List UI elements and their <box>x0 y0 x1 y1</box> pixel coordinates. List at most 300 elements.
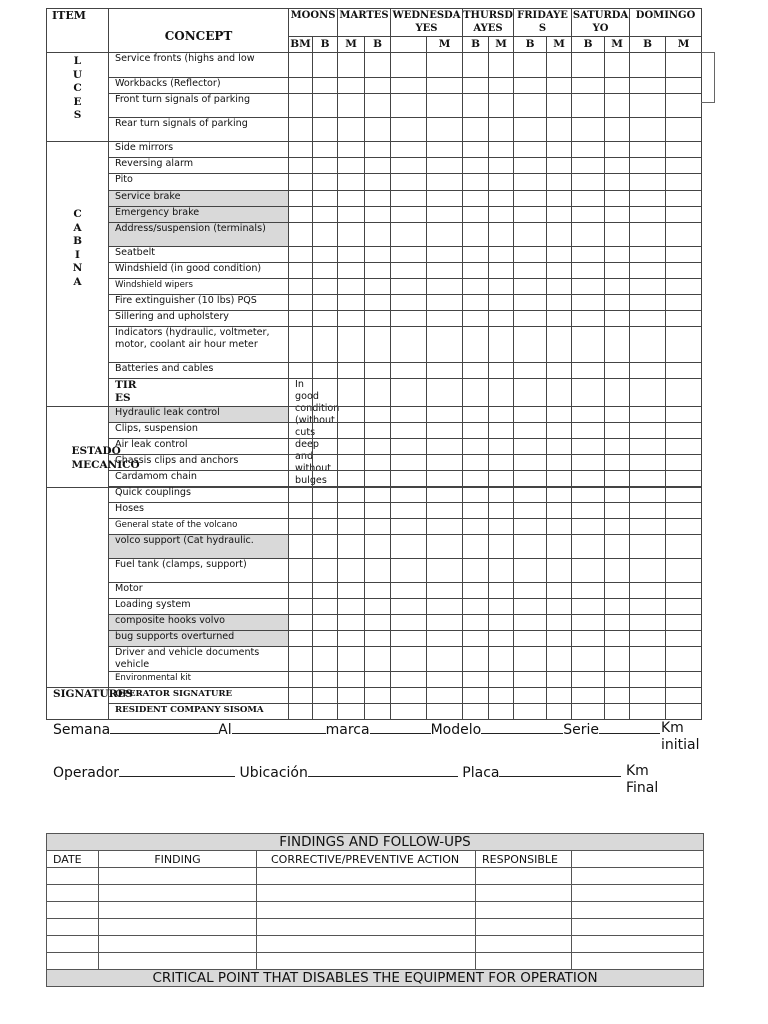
check-cell[interactable] <box>338 455 365 471</box>
check-cell[interactable] <box>427 439 463 455</box>
findings-cell[interactable] <box>476 902 572 919</box>
check-cell[interactable] <box>365 647 391 672</box>
check-cell[interactable] <box>365 295 391 311</box>
check-cell[interactable] <box>489 223 514 247</box>
check-cell[interactable] <box>514 327 547 363</box>
check-cell[interactable] <box>489 503 514 519</box>
check-cell[interactable] <box>289 439 313 455</box>
check-cell[interactable] <box>572 647 605 672</box>
check-cell[interactable] <box>514 487 547 503</box>
check-cell[interactable] <box>547 279 572 295</box>
check-cell[interactable] <box>572 118 605 142</box>
check-cell[interactable] <box>514 503 547 519</box>
check-cell[interactable] <box>666 615 702 631</box>
check-cell[interactable] <box>313 118 338 142</box>
check-cell[interactable] <box>514 142 547 158</box>
check-cell[interactable] <box>463 363 489 379</box>
check-cell[interactable] <box>630 439 666 455</box>
check-cell[interactable] <box>572 503 605 519</box>
check-cell[interactable] <box>463 439 489 455</box>
check-cell[interactable] <box>289 559 313 583</box>
check-cell[interactable] <box>289 207 313 223</box>
check-cell[interactable] <box>427 94 463 118</box>
check-cell[interactable] <box>427 407 463 423</box>
check-cell[interactable] <box>489 327 514 363</box>
check-cell[interactable] <box>514 78 547 94</box>
check-cell[interactable] <box>427 423 463 439</box>
check-cell[interactable] <box>289 247 313 263</box>
check-cell[interactable] <box>630 519 666 535</box>
check-cell[interactable] <box>547 295 572 311</box>
check-cell[interactable] <box>365 487 391 503</box>
check-cell[interactable] <box>338 191 365 207</box>
check-cell[interactable] <box>547 647 572 672</box>
check-cell[interactable] <box>666 688 702 704</box>
check-cell[interactable] <box>313 439 338 455</box>
check-cell[interactable] <box>427 535 463 559</box>
findings-cell[interactable] <box>257 885 476 902</box>
check-cell[interactable] <box>666 583 702 599</box>
check-cell[interactable] <box>289 503 313 519</box>
check-cell[interactable] <box>365 503 391 519</box>
check-cell[interactable] <box>605 223 630 247</box>
findings-cell[interactable] <box>572 953 704 970</box>
check-cell[interactable] <box>547 363 572 379</box>
check-cell[interactable] <box>605 191 630 207</box>
check-cell[interactable] <box>391 631 427 647</box>
check-cell[interactable] <box>630 263 666 279</box>
check-cell[interactable] <box>572 519 605 535</box>
check-cell[interactable] <box>489 142 514 158</box>
check-cell[interactable] <box>666 295 702 311</box>
check-cell[interactable] <box>605 207 630 223</box>
check-cell[interactable] <box>572 311 605 327</box>
check-cell[interactable] <box>365 311 391 327</box>
check-cell[interactable] <box>391 471 427 487</box>
check-cell[interactable] <box>630 599 666 615</box>
check-cell[interactable] <box>572 407 605 423</box>
check-cell[interactable] <box>427 247 463 263</box>
check-cell[interactable] <box>514 94 547 118</box>
check-cell[interactable] <box>572 535 605 559</box>
check-cell[interactable] <box>289 631 313 647</box>
check-cell[interactable] <box>630 174 666 191</box>
findings-cell[interactable] <box>99 902 257 919</box>
check-cell[interactable] <box>630 158 666 174</box>
check-cell[interactable] <box>630 455 666 471</box>
check-cell[interactable] <box>313 223 338 247</box>
check-cell[interactable] <box>572 207 605 223</box>
check-cell[interactable] <box>630 647 666 672</box>
findings-cell[interactable] <box>476 953 572 970</box>
check-cell[interactable] <box>365 535 391 559</box>
check-cell[interactable] <box>666 519 702 535</box>
check-cell[interactable] <box>514 191 547 207</box>
check-cell[interactable] <box>547 311 572 327</box>
check-cell[interactable] <box>514 471 547 487</box>
check-cell[interactable] <box>547 672 572 688</box>
check-cell[interactable] <box>365 615 391 631</box>
check-cell[interactable] <box>514 631 547 647</box>
check-cell[interactable] <box>666 439 702 455</box>
findings-cell[interactable] <box>99 885 257 902</box>
check-cell[interactable] <box>605 439 630 455</box>
check-cell[interactable] <box>391 311 427 327</box>
check-cell[interactable] <box>489 311 514 327</box>
check-cell[interactable] <box>338 583 365 599</box>
check-cell[interactable] <box>489 158 514 174</box>
check-cell[interactable] <box>427 263 463 279</box>
check-cell[interactable] <box>514 174 547 191</box>
findings-cell[interactable] <box>572 902 704 919</box>
check-cell[interactable] <box>338 631 365 647</box>
check-cell[interactable] <box>427 327 463 363</box>
check-cell[interactable] <box>666 158 702 174</box>
check-cell[interactable] <box>313 311 338 327</box>
check-cell[interactable] <box>514 263 547 279</box>
check-cell[interactable] <box>313 94 338 118</box>
check-cell[interactable] <box>365 78 391 94</box>
check-cell[interactable] <box>514 295 547 311</box>
check-cell[interactable] <box>463 207 489 223</box>
check-cell[interactable] <box>289 295 313 311</box>
check-cell[interactable] <box>391 327 427 363</box>
check-cell[interactable] <box>391 263 427 279</box>
check-cell[interactable] <box>391 704 427 720</box>
check-cell[interactable] <box>427 53 463 78</box>
check-cell[interactable] <box>605 407 630 423</box>
check-cell[interactable] <box>289 53 313 78</box>
check-cell[interactable] <box>572 471 605 487</box>
check-cell[interactable] <box>572 263 605 279</box>
check-cell[interactable] <box>427 583 463 599</box>
check-cell[interactable] <box>666 191 702 207</box>
check-cell[interactable] <box>547 559 572 583</box>
check-cell[interactable] <box>338 487 365 503</box>
check-cell[interactable] <box>489 94 514 118</box>
check-cell[interactable] <box>365 439 391 455</box>
check-cell[interactable] <box>427 487 463 503</box>
check-cell[interactable] <box>630 295 666 311</box>
check-cell[interactable] <box>289 615 313 631</box>
check-cell[interactable] <box>514 647 547 672</box>
check-cell[interactable] <box>489 535 514 559</box>
check-cell[interactable] <box>630 118 666 142</box>
findings-cell[interactable] <box>257 936 476 953</box>
check-cell[interactable] <box>463 688 489 704</box>
check-cell[interactable] <box>489 455 514 471</box>
check-cell[interactable] <box>365 672 391 688</box>
check-cell[interactable] <box>391 174 427 191</box>
check-cell[interactable] <box>313 688 338 704</box>
check-cell[interactable] <box>572 439 605 455</box>
check-cell[interactable] <box>338 439 365 455</box>
check-cell[interactable] <box>547 487 572 503</box>
check-cell[interactable] <box>514 615 547 631</box>
check-cell[interactable] <box>489 295 514 311</box>
check-cell[interactable] <box>365 559 391 583</box>
check-cell[interactable] <box>630 704 666 720</box>
check-cell[interactable] <box>547 327 572 363</box>
findings-cell[interactable] <box>99 868 257 885</box>
check-cell[interactable] <box>666 142 702 158</box>
check-cell[interactable] <box>547 503 572 519</box>
check-cell[interactable] <box>666 53 702 78</box>
check-cell[interactable] <box>547 439 572 455</box>
check-cell[interactable] <box>630 223 666 247</box>
check-cell[interactable] <box>605 53 630 78</box>
check-cell[interactable] <box>338 407 365 423</box>
check-cell[interactable] <box>391 455 427 471</box>
check-cell[interactable] <box>572 363 605 379</box>
findings-cell[interactable] <box>257 902 476 919</box>
check-cell[interactable] <box>666 207 702 223</box>
check-cell[interactable] <box>514 279 547 295</box>
ubicacion-field[interactable] <box>308 763 458 777</box>
check-cell[interactable] <box>365 174 391 191</box>
check-cell[interactable] <box>547 519 572 535</box>
check-cell[interactable] <box>572 295 605 311</box>
check-cell[interactable] <box>338 295 365 311</box>
check-cell[interactable] <box>427 279 463 295</box>
findings-cell[interactable] <box>257 919 476 936</box>
check-cell[interactable] <box>313 647 338 672</box>
check-cell[interactable] <box>391 647 427 672</box>
check-cell[interactable] <box>391 223 427 247</box>
check-cell[interactable] <box>313 455 338 471</box>
check-cell[interactable] <box>427 207 463 223</box>
check-cell[interactable] <box>463 158 489 174</box>
check-cell[interactable] <box>289 191 313 207</box>
check-cell[interactable] <box>365 279 391 295</box>
check-cell[interactable] <box>572 191 605 207</box>
check-cell[interactable] <box>338 503 365 519</box>
check-cell[interactable] <box>463 704 489 720</box>
check-cell[interactable] <box>427 363 463 379</box>
check-cell[interactable] <box>630 327 666 363</box>
check-cell[interactable] <box>289 142 313 158</box>
check-cell[interactable] <box>313 583 338 599</box>
check-cell[interactable] <box>630 471 666 487</box>
check-cell[interactable] <box>289 583 313 599</box>
check-cell[interactable] <box>666 471 702 487</box>
check-cell[interactable] <box>605 311 630 327</box>
check-cell[interactable] <box>289 363 313 379</box>
check-cell[interactable] <box>338 423 365 439</box>
check-cell[interactable] <box>489 279 514 295</box>
check-cell[interactable] <box>427 118 463 142</box>
check-cell[interactable] <box>427 503 463 519</box>
check-cell[interactable] <box>463 559 489 583</box>
al-field[interactable] <box>232 720 326 734</box>
check-cell[interactable] <box>514 583 547 599</box>
check-cell[interactable] <box>489 599 514 615</box>
check-cell[interactable] <box>630 53 666 78</box>
check-cell[interactable] <box>514 688 547 704</box>
check-cell[interactable] <box>489 631 514 647</box>
check-cell[interactable] <box>547 94 572 118</box>
check-cell[interactable] <box>338 53 365 78</box>
check-cell[interactable] <box>427 191 463 207</box>
check-cell[interactable] <box>605 471 630 487</box>
check-cell[interactable] <box>338 223 365 247</box>
check-cell[interactable] <box>365 519 391 535</box>
check-cell[interactable] <box>605 295 630 311</box>
check-cell[interactable] <box>463 407 489 423</box>
check-cell[interactable] <box>338 311 365 327</box>
check-cell[interactable] <box>489 519 514 535</box>
check-cell[interactable] <box>289 688 313 704</box>
check-cell[interactable] <box>313 519 338 535</box>
check-cell[interactable] <box>463 263 489 279</box>
check-cell[interactable] <box>365 207 391 223</box>
check-cell[interactable] <box>489 471 514 487</box>
check-cell[interactable] <box>463 615 489 631</box>
check-cell[interactable] <box>489 559 514 583</box>
check-cell[interactable] <box>630 78 666 94</box>
check-cell[interactable] <box>391 53 427 78</box>
placa-field[interactable] <box>499 763 621 777</box>
check-cell[interactable] <box>391 295 427 311</box>
check-cell[interactable] <box>313 78 338 94</box>
check-cell[interactable] <box>605 688 630 704</box>
check-cell[interactable] <box>463 311 489 327</box>
check-cell[interactable] <box>572 327 605 363</box>
check-cell[interactable] <box>365 118 391 142</box>
check-cell[interactable] <box>365 158 391 174</box>
check-cell[interactable] <box>547 615 572 631</box>
check-cell[interactable] <box>630 407 666 423</box>
check-cell[interactable] <box>666 247 702 263</box>
check-cell[interactable] <box>391 279 427 295</box>
check-cell[interactable] <box>338 704 365 720</box>
findings-cell[interactable] <box>257 953 476 970</box>
check-cell[interactable] <box>514 158 547 174</box>
check-cell[interactable] <box>605 142 630 158</box>
check-cell[interactable] <box>365 423 391 439</box>
check-cell[interactable] <box>605 583 630 599</box>
check-cell[interactable] <box>391 118 427 142</box>
check-cell[interactable] <box>463 142 489 158</box>
check-cell[interactable] <box>391 363 427 379</box>
check-cell[interactable] <box>289 599 313 615</box>
check-cell[interactable] <box>630 672 666 688</box>
check-cell[interactable] <box>605 535 630 559</box>
check-cell[interactable] <box>514 363 547 379</box>
check-cell[interactable] <box>666 503 702 519</box>
check-cell[interactable] <box>572 583 605 599</box>
check-cell[interactable] <box>289 158 313 174</box>
check-cell[interactable] <box>391 583 427 599</box>
check-cell[interactable] <box>463 174 489 191</box>
check-cell[interactable] <box>463 503 489 519</box>
check-cell[interactable] <box>514 672 547 688</box>
check-cell[interactable] <box>427 647 463 672</box>
check-cell[interactable] <box>547 599 572 615</box>
check-cell[interactable] <box>391 407 427 423</box>
check-cell[interactable] <box>547 118 572 142</box>
check-cell[interactable] <box>630 535 666 559</box>
findings-cell[interactable] <box>476 936 572 953</box>
findings-cell[interactable] <box>99 953 257 970</box>
check-cell[interactable] <box>666 647 702 672</box>
check-cell[interactable] <box>338 263 365 279</box>
check-cell[interactable] <box>427 311 463 327</box>
check-cell[interactable] <box>391 94 427 118</box>
check-cell[interactable] <box>365 704 391 720</box>
check-cell[interactable] <box>489 191 514 207</box>
check-cell[interactable] <box>463 535 489 559</box>
check-cell[interactable] <box>391 439 427 455</box>
check-cell[interactable] <box>572 53 605 78</box>
check-cell[interactable] <box>547 78 572 94</box>
check-cell[interactable] <box>605 615 630 631</box>
check-cell[interactable] <box>514 223 547 247</box>
findings-cell[interactable] <box>572 885 704 902</box>
check-cell[interactable] <box>338 118 365 142</box>
check-cell[interactable] <box>605 327 630 363</box>
check-cell[interactable] <box>313 247 338 263</box>
check-cell[interactable] <box>391 559 427 583</box>
check-cell[interactable] <box>365 142 391 158</box>
check-cell[interactable] <box>463 94 489 118</box>
check-cell[interactable] <box>365 631 391 647</box>
check-cell[interactable] <box>427 142 463 158</box>
findings-cell[interactable] <box>99 936 257 953</box>
check-cell[interactable] <box>338 647 365 672</box>
check-cell[interactable] <box>289 519 313 535</box>
check-cell[interactable] <box>605 503 630 519</box>
check-cell[interactable] <box>514 53 547 78</box>
check-cell[interactable] <box>630 207 666 223</box>
check-cell[interactable] <box>630 311 666 327</box>
check-cell[interactable] <box>313 158 338 174</box>
check-cell[interactable] <box>630 583 666 599</box>
check-cell[interactable] <box>365 471 391 487</box>
check-cell[interactable] <box>338 94 365 118</box>
findings-cell[interactable] <box>572 919 704 936</box>
check-cell[interactable] <box>427 631 463 647</box>
check-cell[interactable] <box>547 223 572 247</box>
check-cell[interactable] <box>427 672 463 688</box>
check-cell[interactable] <box>547 207 572 223</box>
check-cell[interactable] <box>605 363 630 379</box>
check-cell[interactable] <box>572 487 605 503</box>
check-cell[interactable] <box>427 519 463 535</box>
check-cell[interactable] <box>489 439 514 455</box>
check-cell[interactable] <box>391 78 427 94</box>
check-cell[interactable] <box>666 118 702 142</box>
check-cell[interactable] <box>338 174 365 191</box>
check-cell[interactable] <box>572 599 605 615</box>
check-cell[interactable] <box>289 118 313 142</box>
check-cell[interactable] <box>338 559 365 583</box>
check-cell[interactable] <box>630 363 666 379</box>
check-cell[interactable] <box>514 423 547 439</box>
check-cell[interactable] <box>630 631 666 647</box>
check-cell[interactable] <box>463 599 489 615</box>
check-cell[interactable] <box>489 407 514 423</box>
check-cell[interactable] <box>289 647 313 672</box>
semana-field[interactable] <box>110 720 218 734</box>
check-cell[interactable] <box>391 535 427 559</box>
check-cell[interactable] <box>514 247 547 263</box>
check-cell[interactable] <box>666 455 702 471</box>
check-cell[interactable] <box>289 223 313 247</box>
check-cell[interactable] <box>427 174 463 191</box>
check-cell[interactable] <box>572 158 605 174</box>
check-cell[interactable] <box>427 688 463 704</box>
